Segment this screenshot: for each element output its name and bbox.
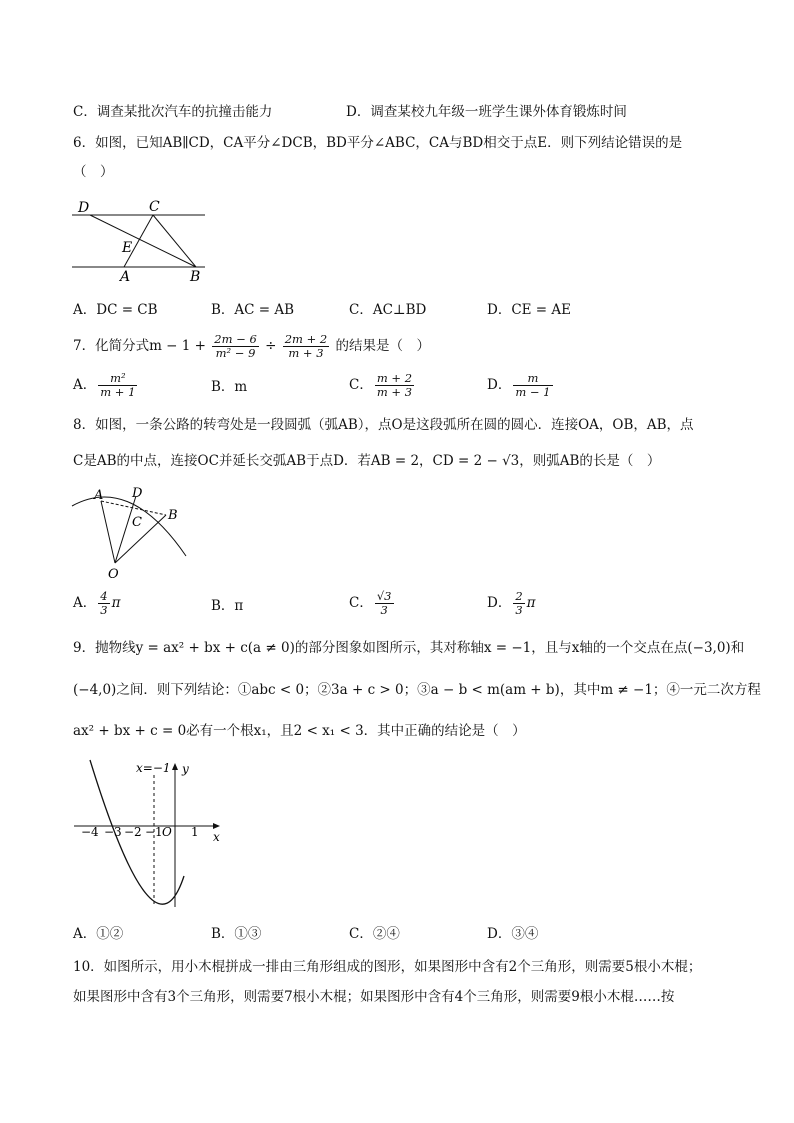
q8-option-d: D． $\frac{2}{3}$ π <box>487 589 536 617</box>
label-c: C <box>132 515 142 530</box>
q9-figure <box>70 755 230 915</box>
q6-option-c: C．AC⊥BD <box>349 302 427 318</box>
q9-option-b: B．①③ <box>211 926 262 942</box>
segment-db <box>90 215 196 267</box>
q7-div: ÷ <box>265 338 277 354</box>
segment-oa <box>101 501 115 563</box>
q7-option-d: D． $\frac{m}{m - 1}$ <box>487 371 551 399</box>
label-y: y <box>182 762 189 776</box>
x-axis-arrow <box>213 823 220 829</box>
q6-option-a: A．DC = CB <box>73 302 158 318</box>
label-d: D <box>132 486 143 501</box>
q7-option-a: A． $\frac{\text{m²}}{m + 1}$ <box>73 371 136 399</box>
label-a: A <box>120 269 131 285</box>
q7-fraction-1: $\frac{2m - 6}{\text{m² − 9}}$ <box>214 332 257 360</box>
q10-stem-line1: 10．如图所示，用小木棍拼成一排由三角形组成的图形，如果图形中含有2个三角形，则需要5根小木棍； <box>73 959 702 975</box>
q7-option-b: B．m <box>211 379 248 395</box>
q10-stem-line2: 如果图形中含有3个三角形，则需要7根小木棍；如果图形中含有4个三角形，则需要9根小木棍……按 <box>73 989 675 1005</box>
label-d: D <box>78 200 90 216</box>
q8-stem-line2: C是AB的中点，连接OC并延长交弧AB于点D．若AB = 2，CD = 2 − √3，则弧AB的长是（ ） <box>73 453 661 469</box>
q9-stem-line1: 9．抛物线y = ax² + bx + c(a ≠ 0)的部分图象如图所示，其对称轴x = −1，且与x轴的一个交点在点(−3,0)和 <box>73 640 745 656</box>
label-o: O <box>108 567 119 582</box>
q9-option-a: A．①② <box>73 926 124 942</box>
q6-option-d: D．CE = AE <box>487 302 572 318</box>
label-x: x <box>213 830 220 844</box>
tick-minus-1: −1 <box>145 825 163 839</box>
q6-stem: 6．如图，已知AB∥CD，CA平分∠DCB，BD平分∠ABC，CA与BD相交于点E．则下列结论错误的是 <box>73 135 683 151</box>
q5-option-d: D．调查某校九年级一班学生课外体育锻炼时间 <box>346 104 627 120</box>
q9-option-d: D．③④ <box>487 926 539 942</box>
segment-cb <box>153 215 196 267</box>
tick-minus-4: −4 <box>81 825 99 839</box>
label-c: C <box>149 199 160 215</box>
q7-fraction-2: $\frac{2m + 2}{m + 3}$ <box>284 332 328 360</box>
label-axis-eq: x=−1 <box>136 761 171 775</box>
q6-paren: （ ） <box>73 164 114 180</box>
q8-option-c: C． $\frac{√3}{3}$ <box>349 589 392 617</box>
q9-stem-line2: (−4,0)之间．则下列结论：①abc < 0；②3a + c > 0；③a − b < m(am + b)，其中m ≠ −1；④一元二次方程 <box>73 682 761 698</box>
label-origin: O <box>162 825 172 839</box>
q9-stem-line3: ax² + bx + c = 0必有一个根x₁，且2 < x₁ < 3．其中正确的结论是（ ） <box>73 723 526 739</box>
q7-option-c: C． $\frac{m + 2}{m + 3}$ <box>349 371 413 399</box>
arc-ab <box>72 497 186 556</box>
q5-option-c: C．调查某批次汽车的抗撞击能力 <box>73 104 273 120</box>
label-a: A <box>94 488 104 503</box>
q8-stem-line1: 8．如图，一条公路的转弯处是一段圆弧（弧AB），点O是这段弧所在圆的圆心．连接OA，OB，AB，点 <box>73 417 694 433</box>
q8-figure <box>68 484 193 584</box>
q9-option-c: C．②④ <box>349 926 400 942</box>
q7-stem <box>73 333 430 360</box>
q7-lead: 7．化简分式m − 1 + <box>73 338 206 354</box>
label-e: E <box>122 240 133 256</box>
q6-option-b: B．AC = AB <box>211 302 295 318</box>
q7-tail: 的结果是（ ） <box>335 338 430 354</box>
y-axis-arrow <box>172 763 178 770</box>
tick-minus-3: −3 <box>104 825 122 839</box>
tick-1: 1 <box>191 825 199 839</box>
q6-figure <box>70 195 220 285</box>
q8-option-a: A． $\frac{4}{3}$ π <box>73 589 121 617</box>
label-b: B <box>190 269 201 285</box>
q8-option-b: B．π <box>211 598 244 614</box>
label-b: B <box>168 508 178 523</box>
tick-minus-2: −2 <box>124 825 142 839</box>
